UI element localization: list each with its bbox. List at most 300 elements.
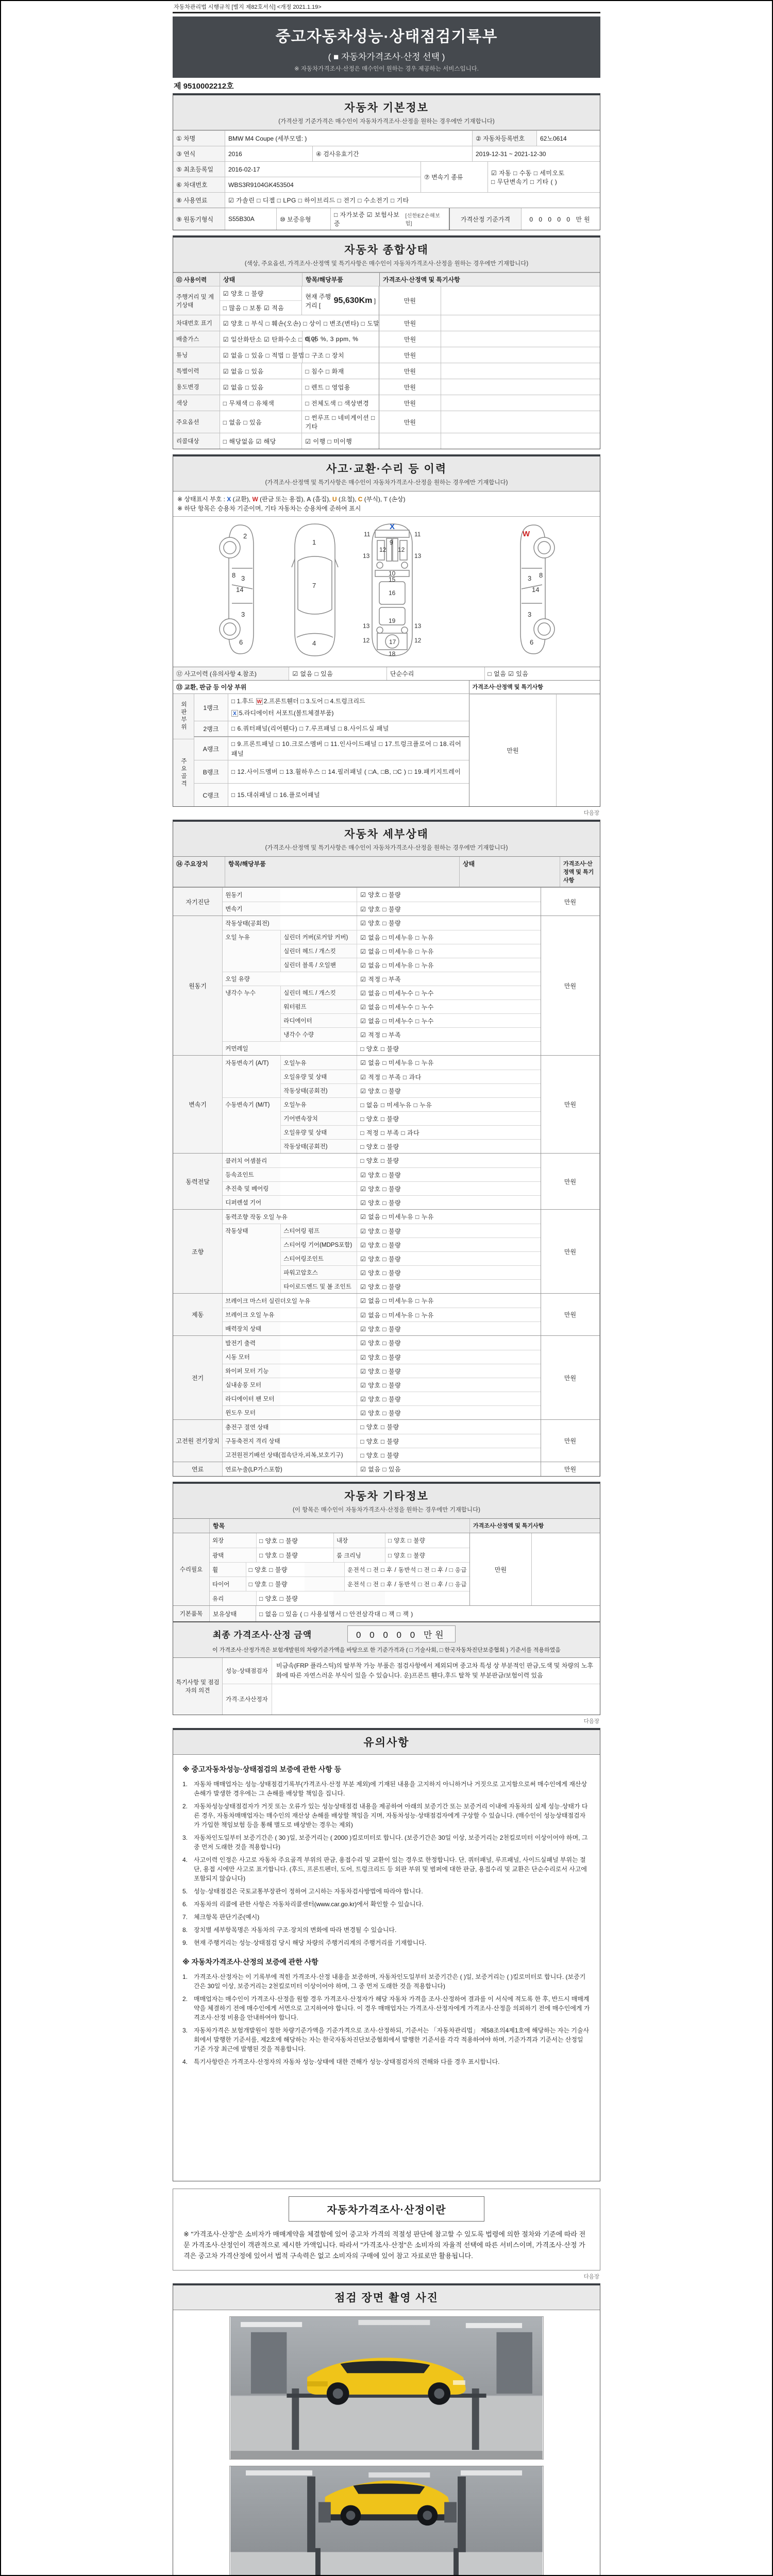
item-label: 디퍼렌셜 기어 [223,1195,280,1209]
code-a: A [307,496,311,503]
status-checkboxes[interactable]: □ 양호 □ 불량 [357,1041,541,1055]
status-checkboxes[interactable]: ☑ 없음 □ 있음 [357,1462,541,1476]
repair-status-checkboxes[interactable]: □ 양호 □ 불량 [256,1591,333,1605]
overall-col-usage: ⑪ 사용이력 [173,273,220,286]
group-braking [173,1293,600,1335]
detail-row [223,1154,541,1167]
repair-row [210,1548,469,1562]
subitem-label [280,1041,357,1055]
subitem-label [280,1154,357,1167]
price-note-cell [441,433,600,449]
item-label [223,1027,280,1041]
item-label: 오일 유량 [223,972,280,986]
report-title-box [173,16,600,78]
group-high-voltage [173,1419,600,1462]
status-checkboxes[interactable]: ☑ 양호 □ 불량 [357,1321,541,1335]
section-basic-info [173,93,600,230]
status-checkboxes[interactable]: ☑ 양호 □ 부식 □ 훼손(오손) □ 상이 □ 변조(변타) □ 도말 [220,315,302,331]
detail-row [223,902,541,916]
status-checkboxes[interactable]: □ 양호 □ 불량 [357,1139,541,1153]
status-checkboxes[interactable]: □ 양호 □ 불량 [357,1420,541,1434]
notice-item [182,1972,591,1991]
item-label [223,944,280,958]
status-checkboxes[interactable]: ☑ 양호 □ 불량 [357,1265,541,1279]
rank1-item-hood[interactable]: □ 1.후드 [231,697,254,705]
usage-history-label: 용도변경 [173,379,220,395]
odometer-status-checkboxes[interactable]: ☑ 양호 □ 불량 [223,290,264,297]
group-engine [173,916,600,1055]
detail-row [223,1336,541,1350]
detail-row [223,972,541,986]
radiator-support-x-mark[interactable]: X [231,710,238,717]
part-number: 13 [414,552,422,560]
rank1-row [194,694,469,721]
odometer-suffix: ] [374,297,376,304]
notice-item-number: 5. [182,1887,188,1895]
detail-col-device: ⑭ 주요장치 [176,860,208,868]
part-number: 1 [312,538,316,546]
status-checkboxes[interactable]: ☑ 양호 □ 불량 [357,1238,541,1251]
subitem-label [280,1210,357,1224]
overall-row [173,379,600,395]
status-checkboxes[interactable]: ☑ 양호 □ 불량 [357,1167,541,1181]
repair-status-checkboxes[interactable]: □ 양호 □ 불량 [256,1548,333,1562]
status-checkboxes[interactable]: ☑ 없음 □ 미세누유 □ 누유 [357,930,541,944]
overall-col-price: 가격조사·산정액 및 특기사항 [379,273,600,286]
next-page-marker: 다음장 [583,810,599,817]
repair-status-checkboxes-2[interactable]: 운전석 □ 전 □ 후 / 동반석 □ 전 □ 후 / □ 응급 [344,1577,469,1591]
notice-item-number: 8. [182,1926,188,1934]
status-checkboxes[interactable]: ☑ 양호 □ 불량 [357,1181,541,1195]
frame-rank-rows [194,736,469,806]
subitem-label: 워터펌프 [280,999,357,1013]
transmission-checkboxes[interactable] [488,161,600,192]
item-label [223,999,280,1013]
warranty-type-checkboxes[interactable] [330,208,449,230]
rank-item-checkboxes[interactable]: □ 9.프론트패널 □ 10.크로스멤버 □ 11.인사이드패널 □ 17.트렁크플로어 □ 18.리어패널 [228,737,469,760]
label-model-year: ③ 연식 [173,146,225,161]
notice-heading-1: ※ 중고자동차성능·상태점검의 보증에 관한 사항 등 [182,1765,342,1773]
label-engine-type: ⑨ 원동기형식 [173,208,225,230]
status-checkboxes[interactable]: ☑ 없음 □ 미세누수 □ 누수 [357,986,541,999]
item-label: 자동변속기 (A/T) [223,1056,280,1070]
subitem-label: 오일누유 [280,1097,357,1111]
opinions-label: 특기사항 및 점검자의 의견 [173,1658,222,1714]
repair-needed-group-label: 수리필요 [173,1533,209,1605]
part-number: 12 [363,637,370,644]
overall-subtitle: (색상, 주요옵션, 가격조사·산정액 및 특기사항은 매수인이 자동차가격조사·산정을 원하는 경우에만 기재합니다) [244,261,529,267]
status-checkboxes[interactable]: □ 양호 □ 불량 [357,1448,541,1462]
price-note-cell [441,379,600,395]
status-checkboxes[interactable]: ☑ 적정 □ 부족 [357,972,541,986]
inspector-opinion-text: 비금속(FRP 플라스틱)의 탈부착 가능 부품은 점검사항에서 제외되며 중고차 특성 상 부분적인 판금,도색 및 차량의 노후화에 따른 자연스러운 부식이 있을 수 있습니다. 운)프론트 휀다,후드 탈착 및 부분판금/보험이력 있음 [272,1658,600,1683]
item-label [223,1111,280,1125]
subitem-label [280,1392,357,1405]
legend-prefix: ※ 상태표시 부호 : [177,496,227,503]
item-label: 발전기 출력 [223,1336,280,1350]
item-checkboxes[interactable]: □ 침수 □ 화재 [301,363,379,379]
repair-status-checkboxes-2[interactable] [385,1591,469,1605]
part-number: 3 [241,574,245,582]
label-reg-number: ② 자동차등록번호 [472,130,536,146]
notice-item-number: 2. [182,1802,188,1810]
car-damage-diagrams [173,517,600,667]
price-note-cell [441,315,600,331]
price-cell: 만원 [379,379,441,395]
item-checkboxes[interactable]: ☑ 이행 □ 미이행 [301,433,379,449]
subitem-label: 스티어링조인트 [280,1251,357,1265]
other-subtitle: (이 항목은 매수인이 자동차가격조사·산정을 원하는 경우에만 기재합니다) [293,1507,480,1514]
detail-row [223,1364,541,1378]
notice-body [173,1755,600,2077]
code-w-label: (판금 또는 용접), [258,496,307,503]
price-note-cell [599,1336,600,1419]
subitem-label: 오일누유 [280,1056,357,1070]
subitem-label: 실린더 블록 / 오일팬 [280,958,357,972]
repair-status-checkboxes-2[interactable]: □ 양호 □ 불량 [385,1548,469,1562]
legend-note: ※ 하단 항목은 승용차 기준이며, 기타 자동차는 승용차에 준하여 표시 [177,505,361,512]
item-label [223,1279,280,1293]
repair-status-checkboxes[interactable]: □ 양호 □ 불량 [246,1562,305,1577]
part-number: 4 [312,639,316,647]
part-number: 16 [389,589,396,597]
part-number: 3 [241,611,245,618]
notice-item [182,2026,591,2054]
fuel-type-checkboxes[interactable]: ☑ 가솔린 □ 디젤 □ LPG □ 하이브리드 □ 전기 □ 수소전기 □ 기타 [225,192,600,208]
rank-row [194,783,469,806]
subitem-label: 오일유량 및 상태 [280,1070,357,1083]
value-first-registration: 2016-02-17 [225,161,421,177]
status-checkboxes[interactable]: ☑ 양호 □ 불량 [357,1224,541,1238]
status-checkboxes[interactable]: ☑ 없음 □ 미세누유 □ 누유 [357,1294,541,1308]
section-other-info [173,1482,600,1715]
rank1-items[interactable] [228,694,469,721]
subitem-label [280,1167,357,1181]
status-checkboxes[interactable]: □ 양호 □ 불량 [357,1111,541,1125]
notice-item-text: 자동차성능상태점검자가 거짓 또는 오류가 있는 성능상태점검 내용을 제공하여 아래의 보증기간 또는 보증거리 이내에 자동차의 실제 성능·상태가 다른 경우, 자동차매매업자는 매수인의 재산상 손해를 배상할 책임을 지며, 자동차성능·상태점검자에게 구상할 수 있습니다. (매수인이 성능상태점검자가 가입한 책임보험 등을 통해 별도로 배상받는 경우는 제외) [194,1802,588,1828]
subitem-label [280,1195,357,1209]
detail-col-status: 상태 [459,857,560,887]
item-label [223,1125,280,1139]
price-cell: 만원 [541,1336,599,1419]
status-checkboxes[interactable]: ☑ 없음 □ 미세누수 □ 누수 [357,999,541,1013]
next-page-marker: 다음장 [583,1718,599,1724]
warranty-options[interactable]: □ 자가보증 ☑ 보험사보증 [334,211,400,227]
status-checkboxes[interactable]: ☑ 양호 □ 불량 [357,1392,541,1405]
form-reference: 자동차관리법 시행규칙 [별지 제82호서식] <개정 2021.1.19> [173,1,600,13]
photos-title: 점검 장면 촬영 사진 [334,2292,439,2304]
rank1-item-radiator-support[interactable]: 5.라디에이터 서포트(볼트체결부품) [239,709,334,717]
detail-row [223,1378,541,1392]
item-label: 추진축 및 베어링 [223,1181,280,1195]
overall-row [173,395,600,411]
status-checkboxes[interactable]: ☑ 일산화탄소 ☑ 탄화수소 □ 매연 [220,331,302,347]
label-base-price: 가격산정 기준가격 [449,208,521,230]
item-checkboxes[interactable]: □ 전체도색 □ 색상변경 [301,395,379,411]
inspector-role-label: 성능·상태점검자 [223,1658,272,1683]
status-checkboxes[interactable]: ☑ 양호 □ 불량 [357,1279,541,1293]
odometer-reading [301,286,379,315]
status-checkboxes[interactable]: ☑ 없음 □ 미세누유 □ 누유 [357,944,541,958]
usage-history-label: 리콜대상 [173,433,220,449]
part-number: 12 [379,546,386,553]
section-overall-condition [173,235,600,449]
subitem-label [280,916,357,930]
detail-row [223,1294,541,1308]
notice-item [182,1887,591,1896]
code-u: U [332,496,337,503]
status-checkboxes[interactable]: ☑ 양호 □ 불량 [357,1378,541,1392]
device-rows [222,1420,541,1462]
label-fuel-type: ⑧ 사용연료 [173,192,225,208]
status-checkboxes[interactable]: ☑ 적정 □ 부족 [357,1027,541,1041]
price-cell: 만원 [541,1420,599,1462]
repair-item-label: 광택 [210,1548,256,1562]
status-checkboxes[interactable]: ☑ 양호 □ 불량 [357,1364,541,1378]
exchange-marker-x: X [390,522,395,531]
car-diagram-svg [209,521,565,659]
price-cell: 만원 [541,1056,599,1153]
overall-row [173,331,600,347]
status-checkboxes[interactable]: ☑ 없음 □ 미세누수 □ 누수 [357,1013,541,1027]
item-label: 커먼레일 [223,1041,280,1055]
group-electrical [173,1335,600,1419]
status-checkboxes[interactable]: ☑ 없음 □ 있음 □ 적법 □ 불법 [220,347,302,363]
price-note-cell [441,286,600,315]
detail-row [223,1350,541,1364]
part-number: 15 [389,576,396,583]
notice-items-2 [182,1972,591,2066]
status-checkboxes[interactable]: ☑ 양호 □ 불량 [357,1083,541,1097]
price-cell: 만원 [541,1154,599,1209]
notice-item [182,1780,591,1798]
label-transmission-type: ⑦ 변속기 종류 [421,161,488,192]
value-vin: WBS3R9104GK453504 [225,177,421,192]
item-label: 충전구 절연 상태 [223,1420,280,1434]
part-number: 6 [530,638,534,646]
repair-status-checkboxes-2[interactable]: □ 양호 □ 불량 [385,1533,469,1548]
subitem-label [280,972,357,986]
price-note-cell [599,916,600,1055]
group-transmission [173,1055,600,1153]
appraiser-opinion-row [223,1684,600,1715]
repair-item-label-2 [305,1577,344,1591]
status-checkboxes[interactable]: ☑ 양호 □ 불량 [357,888,541,902]
overall-row [173,347,600,363]
price-cell: 만원 [541,1462,599,1476]
item-checkboxes[interactable]: □ 렌트 □ 영업용 [301,379,379,395]
device-group-label: 원동기 [173,916,222,1055]
detail-row [223,1448,541,1462]
status-checkboxes[interactable]: □ 해당없음 ☑ 해당 [220,433,302,449]
value-inspection-period: 2019-12-31 ~ 2021-12-30 [472,146,600,161]
repair-row [210,1577,469,1591]
part-number: 12 [398,546,405,553]
notice-item-text: 장치별 세부항목명은 자동차의 구조·장치의 변화에 따라 변경될 수 있습니다. [194,1926,397,1934]
accident-history-checkboxes[interactable]: ☑ 없음 □ 있음 [289,667,386,680]
price-cell: 만원 [379,395,441,411]
group-self-diagnosis [173,887,600,916]
part-number: 14 [532,586,540,594]
device-rows [222,1210,541,1293]
notice-items-1 [182,1780,591,1922]
simple-repair-checkboxes[interactable]: □ 없음 ☑ 있음 [484,667,600,680]
item-checkboxes[interactable]: □ 썬루프 □ 네비게이션 □ 기타 [301,411,379,433]
code-t-label: (손상) [387,496,406,503]
status-checkboxes[interactable]: ☑ 없음 □ 있음 [220,363,302,379]
status-checkboxes[interactable]: ☑ 양호 □ 불량 [357,1251,541,1265]
device-rows [222,1336,541,1419]
usage-history-label: 특별이력 [173,363,220,379]
item-checkboxes[interactable] [302,315,379,331]
subitem-label [280,1364,357,1378]
accident-header [173,456,600,492]
status-checkboxes[interactable]: ☑ 적정 □ 부족 □ 과다 [357,1070,541,1083]
status-checkboxes[interactable]: ☑ 없음 □ 미세누유 □ 누유 [357,958,541,972]
detail-row [223,1405,541,1419]
detail-row [223,1167,541,1181]
overall-header [173,238,600,273]
usage-history-label: 튜닝 [173,347,220,363]
item-label [223,1083,280,1097]
transmission-options-line1[interactable]: ☑ 자동 □ 수동 □ 세미오토 [491,169,565,177]
status-checkboxes[interactable]: □ 적정 □ 부족 □ 과다 [357,1125,541,1139]
subitem-label: 스티어링 기어(MDPS포함) [280,1238,357,1251]
inspection-photo-1 [229,2316,544,2460]
subitem-label: 실린더 헤드 / 개스킷 [280,986,357,999]
mileage-amount-checkboxes[interactable]: □ 많음 □ 보통 ☑ 적음 [220,300,302,315]
device-group-label: 고전원 전기장치 [173,1420,222,1462]
group-fuel [173,1462,600,1476]
rank-item-checkboxes[interactable]: □ 15.대쉬패널 □ 16.플로어패널 [228,783,469,806]
pricing-definition-box [173,2189,600,2270]
status-checkboxes[interactable]: ☑ 양호 □ 불량 [357,1336,541,1350]
notice-item-number: 3. [182,2026,188,2034]
status-checkboxes[interactable]: □ 양호 □ 불량 [357,1434,541,1448]
code-c: C [358,496,363,503]
other-col-price: 가격조사·산정액 및 특기사항 [469,1519,600,1533]
overall-col-item: 항목/해당부품 [302,273,379,286]
status-checkboxes[interactable]: □ 무채색 □ 유채색 [220,395,302,411]
part-number: 13 [363,622,370,630]
usage-history-label: 색상 [173,395,220,411]
notice-item-text: 특기사항란은 가격조사·산정자의 자동차 성능·상태에 대한 견해가 성능·상태점검자의 견해와 다를 경우 표시합니다. [194,2058,500,2065]
notice-item [182,2057,591,2066]
item-label: 수동변속기 (M/T) [223,1097,280,1111]
detail-row [223,1027,541,1041]
repair-status-checkboxes-2[interactable]: 운전석 □ 전 □ 후 / 동반석 □ 전 □ 후 / □ 응급 [344,1562,469,1577]
status-checkboxes[interactable]: ☑ 양호 □ 불량 [357,902,541,916]
value-base-price: 0 0 0 0 0 만원 [521,208,600,230]
basic-info-title: 자동차 기본정보 [344,102,429,114]
notice-items-1b [182,1925,591,1947]
notice-heading-2: ※ 자동차가격조사·산정의 보증에 관한 사항 [182,1957,318,1966]
usage-history-label: 배출가스 [173,331,220,347]
overall-row [173,315,600,331]
basic-info-subtitle: (가격산정 기준가격은 매수인이 자동차가격조사·산정을 원하는 경우에만 기재합니다) [278,118,495,125]
price-cell: 만원 [541,1294,599,1335]
item-label: 시동 모터 [223,1350,280,1364]
status-checkboxes[interactable]: ☑ 양호 □ 불량 [357,1350,541,1364]
notice-item-text: 자동차가격은 보험개발원이 정한 차량기준가액을 기준가격으로 조사·산정하되, 기준서는 「자동차관리법」 제58조의4제1호에 해당하는 자는 기술사회에서 발행한 기준서를, 제2호에 해당하는 자는 한국자동차진단보증협회에서 발행한 기준서를 각각 적용하여야 하며, 기준가격과 기준서는 산정일 기준 가장 최근에 발행된 것을 적용합니다. [194,2026,590,2053]
status-checkboxes[interactable]: ☑ 양호 □ 불량 [357,1405,541,1419]
item-label [223,1251,280,1265]
item-label: 라디에이터 팬 모터 [223,1392,280,1405]
transmission-options-line2[interactable]: □ 무단변속기 □ 기타 ( ) [491,178,558,185]
subitem-label [280,888,357,902]
price-note-cell [441,347,600,363]
status-checkboxes[interactable]: □ 없음 □ 미세누유 □ 누유 [357,1097,541,1111]
code-c-label: (부식), [362,496,384,503]
status-checkboxes[interactable]: ☑ 없음 □ 있음 [220,379,302,395]
rank-label: A랭크 [194,737,228,760]
status-checkboxes[interactable]: □ 양호 □ 불량 [357,1154,541,1167]
possession-checkboxes[interactable]: □ 없음 □ 있음 ( □ 사용설명서 □ 안전삼각대 □ 잭 □ 잭 ) [256,1606,600,1621]
detail-row [223,958,541,972]
item-label [223,1139,280,1153]
document-number: 제 9510002212호 [174,82,234,91]
code-x-label: (교환), [231,496,253,503]
device-rows [222,1056,541,1153]
rank1-items-mid[interactable]: 2.프론트휀더 □ 3.도어 □ 4.트렁크리드 [263,697,365,705]
subitem-label: 작동상태(공회전) [280,1139,357,1153]
price-note-cell [441,363,600,379]
detail-row [223,930,541,944]
item-checkboxes[interactable]: □ 구조 □ 장치 [302,347,379,363]
usage-history-label: 주요옵션 [173,411,220,433]
status-checkboxes[interactable]: ☑ 없음 □ 미세누유 □ 누유 [357,1056,541,1070]
price-cell: 만원 [541,888,599,916]
item-checkboxes[interactable]: 0.05 %, 3 ppm, % [302,331,379,347]
notice-item-number: 6. [182,1900,188,1908]
status-checkboxes[interactable]: ☑ 없음 □ 미세누유 □ 누유 [357,1308,541,1321]
rank-item-checkboxes[interactable]: □ 6.쿼터패널(리어휀다) □ 7.루프패널 □ 8.사이드실 패널 [228,721,469,736]
device-group-label: 동력전달 [173,1154,222,1209]
warranty-insurer: [신한EZ손해보험] [405,213,441,227]
rank-row [194,721,469,736]
notice-item-text: 매매업자는 매수인이 가격조사·산정을 원할 경우 가격조사·산정자가 해당 자동차 가격을 조사·산정하여 결과를 이 서식에 적도록 한 후, 반드시 매매계약을 체결하기 전에 매수인에게 서면으로 고지하여야 합니다. 이 경우 매매업자는 가격조사·산정자에게 가격조사·산정을 의뢰하기 전에 매수인에게 가격조사·산정 비용을 안내하여야 합니다. [194,1995,590,2021]
item-label: 브레이크 오일 누유 [223,1308,280,1321]
detail-subtitle: (가격조사·산정액 및 특기사항은 매수인이 자동차가격조사·산정을 원하는 경우에만 기재합니다) [265,845,508,852]
repair-status-checkboxes[interactable]: □ 양호 □ 불량 [256,1533,333,1548]
part-number: 9 [390,539,393,546]
part-number: 8 [232,571,236,579]
code-w: W [252,496,258,503]
front-fender-w-mark[interactable]: W [257,699,262,705]
subitem-label [280,1420,357,1434]
repair-row [210,1533,469,1548]
odometer-prefix: 현재 주행거리 [ [305,293,331,309]
detail-row [223,1111,541,1125]
price-cell: 만원 [379,315,441,331]
subitem-label [280,1294,357,1308]
status-checkboxes[interactable]: ☑ 양호 □ 불량 [357,916,541,930]
status-checkboxes[interactable]: ☑ 양호 □ 불량 [357,1195,541,1209]
price-note-cell [599,888,600,916]
item-label: 고전원전기배선 상태(접속단자,피복,보호기구) [223,1448,280,1462]
next-page-marker: 다음장 [583,2273,599,2280]
repair-status-checkboxes[interactable]: □ 양호 □ 불량 [246,1577,305,1591]
notice-item-text: 가격조사·산정자는 이 기록부에 적힌 가격조사·산정 내용을 보증하며, 자동차인도일부터 보증기간은 ( )일, 보증거리는 ( )킬로미터로 합니다. (보증기간은 30일 이상, 보증거리는 2천킬로미터 이상이어야 하며, 그 중 먼저 도래한 것을 적용합니다) [194,1973,586,1990]
device-group-label: 연료 [173,1462,222,1476]
part-number: 14 [236,586,244,594]
detail-row [223,1139,541,1153]
notice-item-text: 현재 주행거리는 성능·상태점검 당시 해당 차량의 주행거리계의 주행거리를 기재합니다. [194,1939,427,1946]
rank-item-checkboxes[interactable]: □ 12.사이드멤버 □ 13.휠하우스 □ 14.필러패널 ( □A, □B, □C ) □ 19.패키지트레이 [228,760,469,783]
status-checkboxes[interactable]: □ 없음 □ 있음 [220,411,302,433]
device-rows [222,1154,541,1209]
status-checkboxes[interactable]: ☑ 없음 □ 미세누유 □ 누유 [357,1210,541,1224]
